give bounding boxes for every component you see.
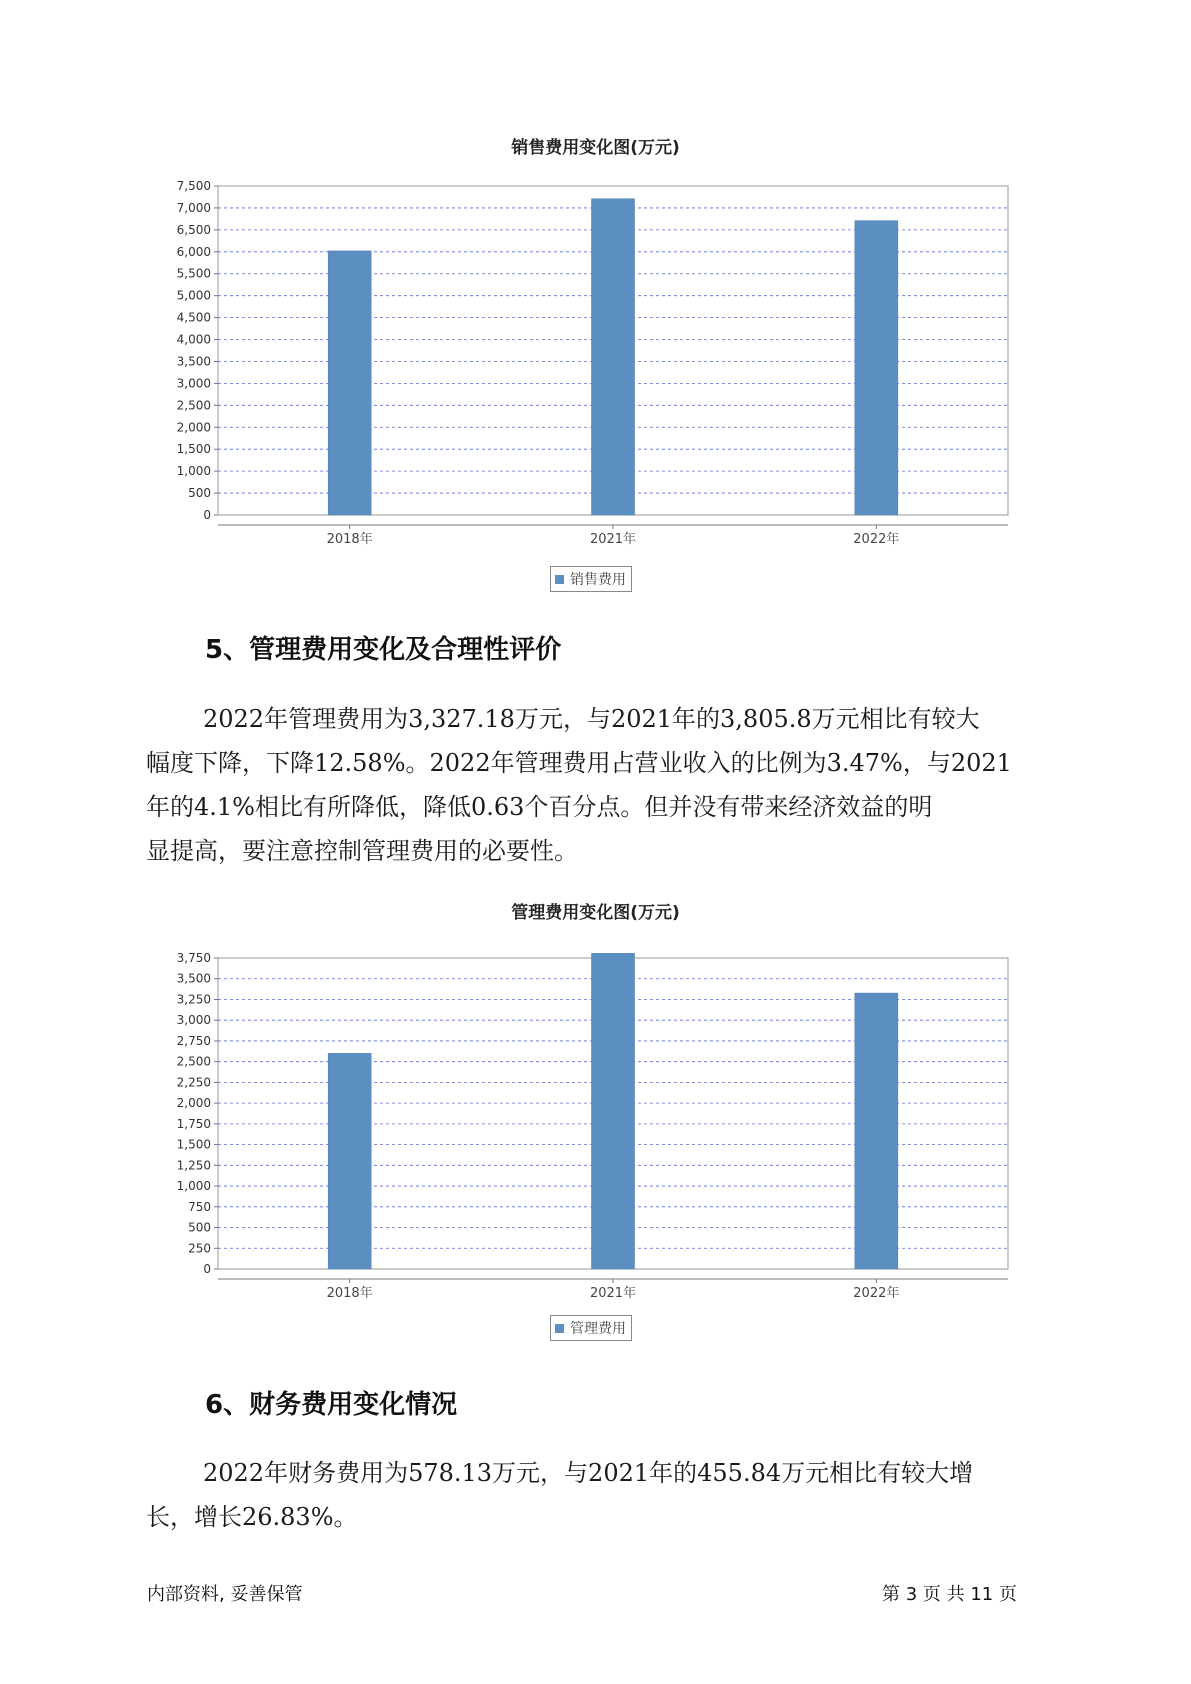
y-tick-label: 500 <box>188 486 211 501</box>
para-line: 幅度下降，下降12.58%。2022年管理费用占营业收入的比例为3.47%，与2021 <box>146 749 1012 777</box>
bar-2022年 <box>855 221 898 515</box>
y-tick-label: 0 <box>203 508 211 522</box>
y-tick-label: 3,000 <box>176 376 211 391</box>
footer-page-number: 第 3 页 共 11 页 <box>882 1584 1017 1605</box>
y-tick-label: 6,500 <box>176 222 211 237</box>
y-tick-label: 3,250 <box>176 992 211 1007</box>
y-tick-label: 1,750 <box>176 1116 211 1131</box>
chart1-legend-label: 销售费用 <box>570 572 626 588</box>
y-tick-label: 1,500 <box>176 442 211 457</box>
y-tick-label: 1,000 <box>176 1179 211 1194</box>
y-tick-label: 1,000 <box>176 464 211 479</box>
y-tick-label: 4,500 <box>176 310 211 325</box>
management-expense-chart <box>150 925 1050 1301</box>
y-tick-label: 0 <box>203 1262 211 1276</box>
y-tick-label: 5,500 <box>176 266 211 281</box>
y-tick-label: 750 <box>188 1199 211 1214</box>
section6-paragraph <box>146 1451 1061 1539</box>
y-tick-label: 2,000 <box>176 420 211 435</box>
y-tick-label: 5,000 <box>176 288 211 303</box>
chart1-legend <box>550 566 632 592</box>
x-tick-label: 2022年 <box>853 1286 900 1301</box>
y-tick-label: 3,000 <box>176 1013 211 1028</box>
y-tick-label: 6,000 <box>176 244 211 259</box>
y-tick-label: 250 <box>188 1241 211 1256</box>
footer-confidential: 内部资料, 妥善保管 <box>147 1584 303 1605</box>
x-tick-label: 2021年 <box>589 532 637 547</box>
y-tick-label: 2,000 <box>176 1096 211 1111</box>
chart2-legend <box>550 1315 632 1341</box>
y-tick-label: 2,250 <box>176 1075 211 1090</box>
y-tick-label: 3,500 <box>176 971 211 986</box>
y-tick-label: 1,500 <box>176 1137 211 1152</box>
x-tick-label: 2018年 <box>326 1286 373 1301</box>
bar-2021年 <box>592 953 635 1269</box>
section6-heading: 6、财务费用变化情况 <box>205 1390 458 1420</box>
chart2-legend-label: 管理费用 <box>570 1321 626 1337</box>
chart1-title: 销售费用变化图(万元) <box>511 138 680 158</box>
sales-expense-chart <box>150 160 1050 547</box>
y-tick-label: 7,500 <box>176 179 211 193</box>
y-tick-label: 4,000 <box>176 332 211 347</box>
section5-heading: 5、管理费用变化及合理性评价 <box>205 635 562 665</box>
y-tick-label: 3,500 <box>176 354 211 369</box>
y-tick-label: 500 <box>188 1220 211 1235</box>
legend-swatch <box>555 575 564 584</box>
x-tick-label: 2021年 <box>589 1286 637 1301</box>
y-tick-label: 1,250 <box>176 1158 211 1173</box>
bar-2018年 <box>328 1053 371 1269</box>
para-line: 显提高，要注意控制管理费用的必要性。 <box>146 837 578 865</box>
x-tick-label: 2022年 <box>853 532 900 547</box>
bar-2018年 <box>328 251 371 515</box>
x-tick-label: 2018年 <box>326 532 373 547</box>
bar-2022年 <box>855 993 898 1269</box>
para-line: 2022年管理费用为3,327.18万元，与2021年的3,805.8万元相比有较大 <box>203 705 980 733</box>
para-line: 年的4.1%相比有所降低，降低0.63个百分点。但并没有带来经济效益的明 <box>146 793 933 821</box>
y-tick-label: 3,750 <box>176 951 211 965</box>
y-tick-label: 2,500 <box>176 398 211 413</box>
section5-paragraph <box>146 697 1061 873</box>
chart2-title: 管理费用变化图(万元) <box>511 903 680 923</box>
para-line: 2022年财务费用为578.13万元，与2021年的455.84万元相比有较大增 <box>203 1459 974 1487</box>
para-line: 长，增长26.83%。 <box>146 1503 358 1531</box>
y-tick-label: 7,000 <box>176 200 211 215</box>
bar-2021年 <box>592 199 635 515</box>
y-tick-label: 2,750 <box>176 1033 211 1048</box>
y-tick-label: 2,500 <box>176 1054 211 1069</box>
legend-swatch <box>555 1324 564 1333</box>
